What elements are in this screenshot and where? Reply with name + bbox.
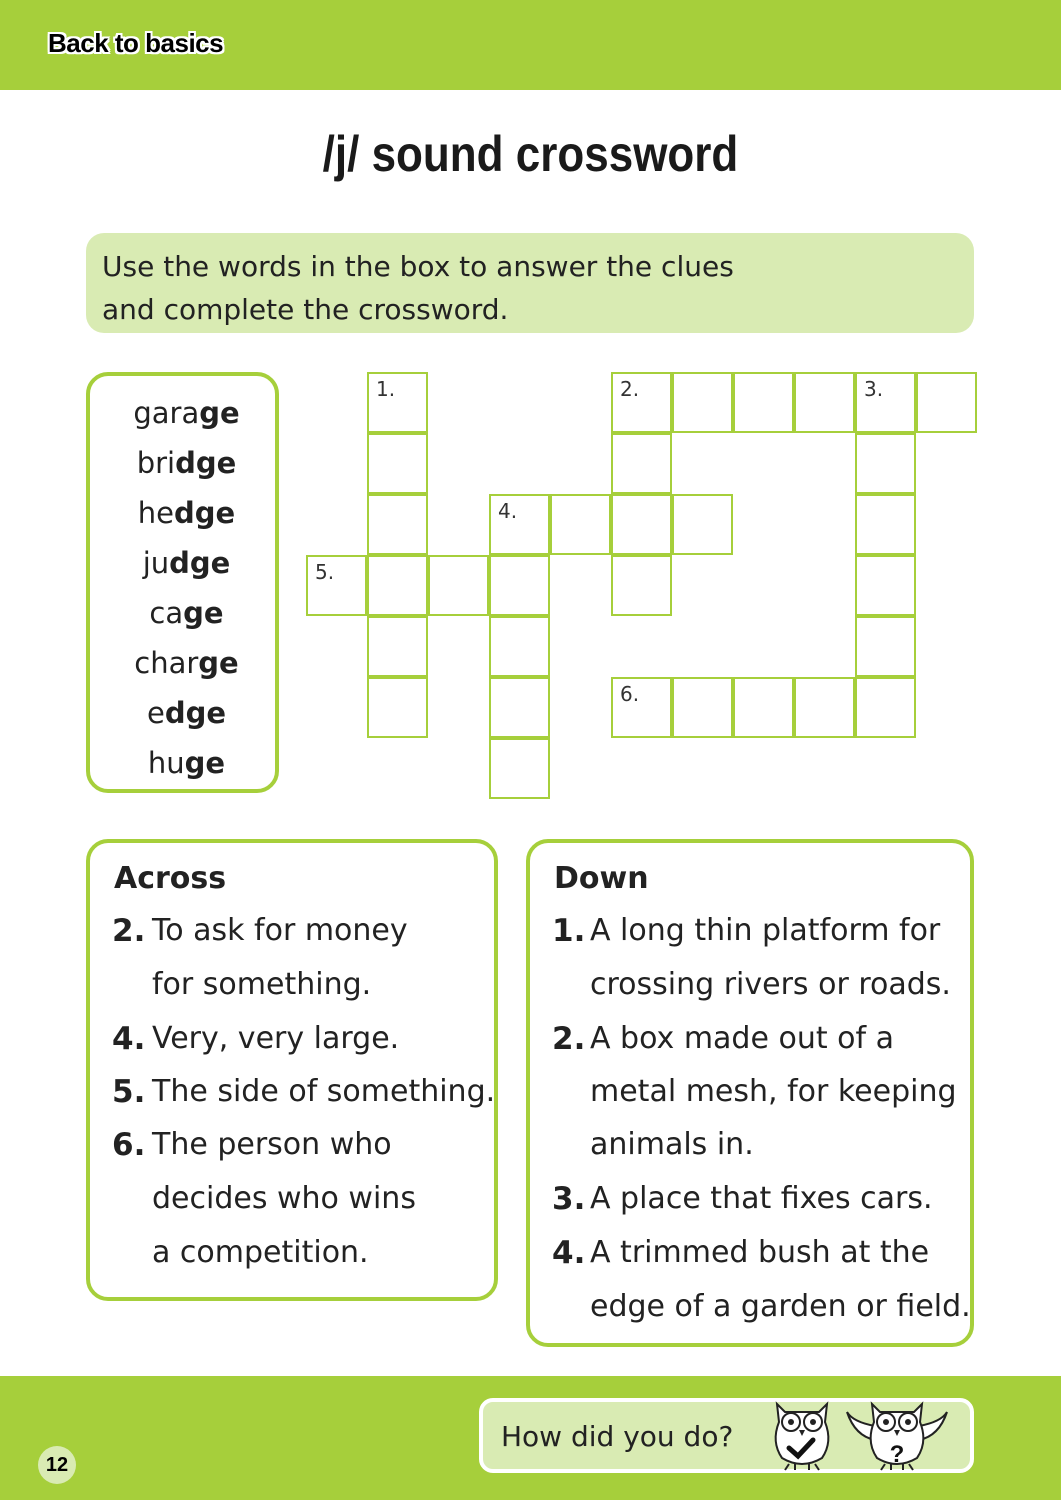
clue-grid-number: 3. — [864, 377, 884, 401]
clue-number: 2. — [552, 1021, 586, 1057]
svg-text:?: ? — [889, 1441, 905, 1468]
instruction-line-1: Use the words in the box to answer the clues — [102, 250, 734, 283]
crossword-cell[interactable] — [855, 372, 916, 433]
clue-text: A trimmed bush at the — [590, 1235, 930, 1270]
crossword-cell[interactable] — [733, 372, 794, 433]
clue-text: metal mesh, for keeping — [590, 1074, 957, 1109]
word-bank-item: edge — [146, 696, 227, 730]
crossword-cell[interactable] — [611, 677, 672, 738]
across-clues-box — [86, 839, 498, 1301]
word-bank-item: bridge — [136, 446, 237, 480]
crossword-cell[interactable] — [672, 677, 733, 738]
crossword-cell[interactable] — [611, 555, 672, 616]
clue-number: 2. — [112, 913, 146, 949]
word-bank-item: judge — [142, 546, 231, 580]
clue-text: To ask for money — [152, 913, 408, 948]
crossword-cell[interactable] — [367, 677, 428, 738]
crossword-cell[interactable] — [550, 494, 611, 555]
page-number: 12 — [38, 1446, 76, 1484]
word-bank-item: hedge — [137, 496, 236, 530]
crossword-cell[interactable] — [672, 494, 733, 555]
crossword-cell[interactable] — [489, 616, 550, 677]
instruction-line-2: and complete the crossword. — [102, 293, 509, 326]
rating-prompt: How did you do? — [501, 1420, 734, 1453]
word-bank — [86, 372, 279, 793]
clue-number: 4. — [552, 1235, 586, 1271]
across-heading: Across — [114, 861, 227, 896]
word-bank-item: charge — [134, 646, 239, 680]
crossword-cell[interactable] — [489, 555, 550, 616]
clue-number: 3. — [552, 1181, 586, 1217]
instruction-box — [86, 233, 974, 333]
crossword-cell[interactable] — [367, 555, 428, 616]
crossword-cell[interactable] — [367, 433, 428, 494]
word-bank-item: huge — [147, 746, 226, 780]
crossword-cell[interactable] — [367, 616, 428, 677]
owl-tick-icon[interactable] — [767, 1392, 837, 1472]
crossword-cell[interactable] — [306, 555, 367, 616]
page-title: /j/ sound crossword — [322, 126, 739, 182]
clue-text: The side of something. — [152, 1074, 496, 1109]
clue-text: edge of a garden or field. — [590, 1289, 971, 1324]
owl-question-icon[interactable] — [845, 1392, 949, 1472]
crossword-cell[interactable] — [794, 372, 855, 433]
crossword-cell[interactable] — [367, 372, 428, 433]
clue-grid-number: 5. — [315, 560, 335, 584]
down-clues-box — [526, 839, 974, 1347]
crossword-cell[interactable] — [489, 738, 550, 799]
clue-number: 4. — [112, 1021, 146, 1057]
crossword-cell[interactable] — [855, 433, 916, 494]
clue-number: 5. — [112, 1074, 146, 1110]
crossword-cell[interactable] — [367, 494, 428, 555]
clue-grid-number: 1. — [376, 377, 396, 401]
crossword-cell[interactable] — [611, 494, 672, 555]
clue-grid-number: 2. — [620, 377, 640, 401]
clue-text: crossing rivers or roads. — [590, 967, 951, 1002]
instruction-text — [102, 245, 802, 331]
clue-text: animals in. — [590, 1127, 754, 1162]
self-assessment-panel — [479, 1398, 974, 1473]
crossword-cell[interactable] — [672, 372, 733, 433]
crossword-cell[interactable] — [428, 555, 489, 616]
clue-text: a competition. — [152, 1235, 369, 1270]
crossword-cell[interactable] — [733, 677, 794, 738]
clue-text: decides who wins — [152, 1181, 416, 1216]
crossword-cell[interactable] — [489, 494, 550, 555]
clue-text: A long thin platform for — [590, 913, 941, 948]
crossword-cell[interactable] — [489, 677, 550, 738]
clue-number: 1. — [552, 913, 586, 949]
crossword-cell[interactable] — [611, 372, 672, 433]
series-label: Back to basics — [48, 28, 224, 58]
crossword-cell[interactable] — [611, 433, 672, 494]
word-bank-item: garage — [133, 396, 240, 430]
clue-text: for something. — [152, 967, 372, 1002]
clue-grid-number: 6. — [620, 682, 640, 706]
clue-grid-number: 4. — [498, 499, 518, 523]
crossword-cell[interactable] — [855, 494, 916, 555]
crossword-cell[interactable] — [794, 677, 855, 738]
clue-text: A box made out of a — [590, 1021, 894, 1056]
crossword-cell[interactable] — [855, 616, 916, 677]
clue-number: 6. — [112, 1127, 146, 1163]
crossword-cell[interactable] — [916, 372, 977, 433]
down-heading: Down — [554, 861, 649, 896]
clue-text: A place that fixes cars. — [590, 1181, 933, 1216]
crossword-cell[interactable] — [855, 677, 916, 738]
crossword-cell[interactable] — [855, 555, 916, 616]
word-bank-item: cage — [149, 596, 224, 630]
clue-text: Very, very large. — [152, 1021, 400, 1056]
clue-text: The person who — [152, 1127, 392, 1162]
